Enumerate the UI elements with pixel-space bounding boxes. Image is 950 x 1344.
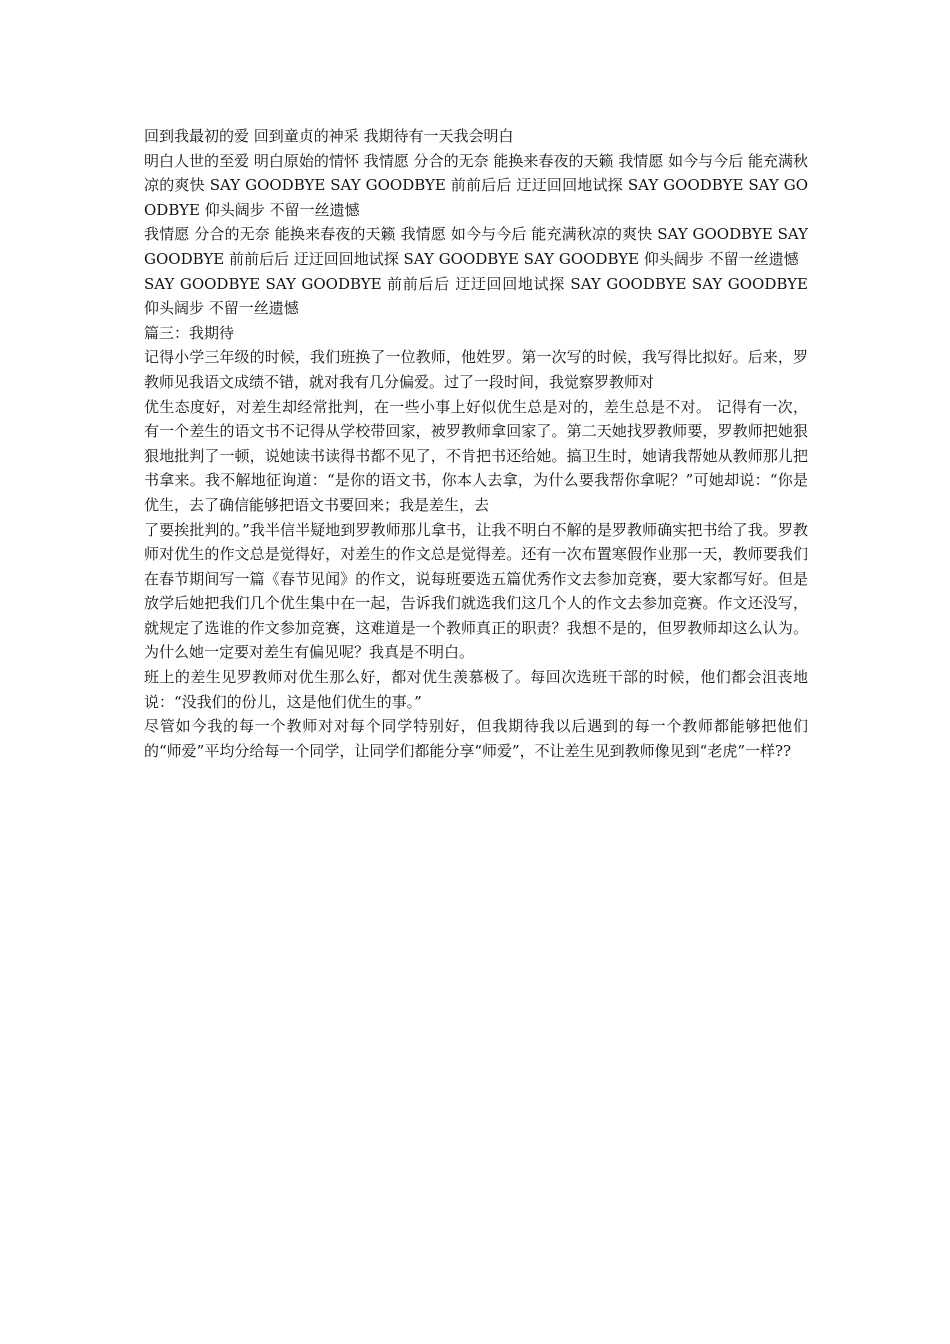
lyrics-paragraph-4: SAY GOODBYE SAY GOODBYE 前前后后 迂迂回回地试探 SAY GOODBYE SAY GOODBYE 仰头阔步 不留一丝遗憾 [144,274,808,318]
essay-paragraph-2: 优生态度好，对差生却经常批判，在一些小事上好似优生总是对的，差生总是不对。 记得有一次，有一个差生的语文书不记得从学校带回家，被罗教师拿回家了。第二天她找罗教师要，罗教师把她狠狠地批判了一顿，说她读书读得书都不见了，不肯把书还给她。搞卫生时，她请我帮她从教师那儿把书拿来。我不解地征询道：“是你的语文书，你本人去拿，为什么要我帮你拿呢？”可她却说：“你是优生，去了确信能够把语文书要回来；我是差生，去 [144,397,808,514]
essay-paragraph-4: 班上的差生见罗教师对优生那么好，都对优生羡慕极了。每回次选班干部的时候，他们都会沮丧地说：“没我们的份儿，这是他们优生的事。” [144,668,808,711]
document-page [144,124,808,763]
essay-paragraph-1: 记得小学三年级的时候，我们班换了一位教师，他姓罗。第一次写的时候，我写得比拟好。后来，罗教师见我语文成绩不错，就对我有几分偏爱。过了一段时间，我觉察罗教师对 [144,348,808,391]
section-title: 篇三：我期待 [144,323,235,342]
lyrics-paragraph-1: 回到我最初的爱 回到童贞的神采 我期待有一天我会明白 [144,127,514,145]
lyrics-paragraph-2: 明白人世的至爱 明白原始的情怀 我情愿 分合的无奈 能换来春夜的天籁 我情愿 如今与今后 能充满秋凉的爽快 SAY GOODBYE SAY GOODBYE 前前后后 迂迂回回地试探 SAY GOODBYE SAY GOODBYE 仰头阔步 不留一丝遗憾 [144,151,808,219]
essay-paragraph-3: 了要挨批判的。”我半信半疑地到罗教师那儿拿书，让我不明白不解的是罗教师确实把书给了我。罗教师对优生的作文总是觉得好，对差生的作文总是觉得差。还有一次布置寒假作业那一天，教师要我们在春节期间写一篇《春节见闻》的作文，说每班要选五篇优秀作文去参加竞赛，要大家都写好。但是放学后她把我们几个优生集中在一起，告诉我们就选我们这几个人的作文去参加竞赛。作文还没写，就规定了选谁的作文参加竞赛，这难道是一个教师真正的职责？我想不是的，但罗教师却这么认为。为什么她一定要对差生有偏见呢？我真是不明白。 [144,520,808,662]
essay-paragraph-5: 尽管如今我的每一个教师对对每个同学特别好，但我期待我以后遇到的每一个教师都能够把他们的“师爱”平均分给每一个同学，让同学们都能分享“师爱”，不让差生见到教师像见到“老虎”一样?? [144,717,808,760]
lyrics-paragraph-3: 我情愿 分合的无奈 能换来春夜的天籁 我情愿 如今与今后 能充满秋凉的爽快 SAY GOODBYE SAY GOODBYE 前前后后 迂迂回回地试探 SAY GOODBYE SAY GOODBYE 仰头阔步 不留一丝遗憾 [144,225,808,268]
